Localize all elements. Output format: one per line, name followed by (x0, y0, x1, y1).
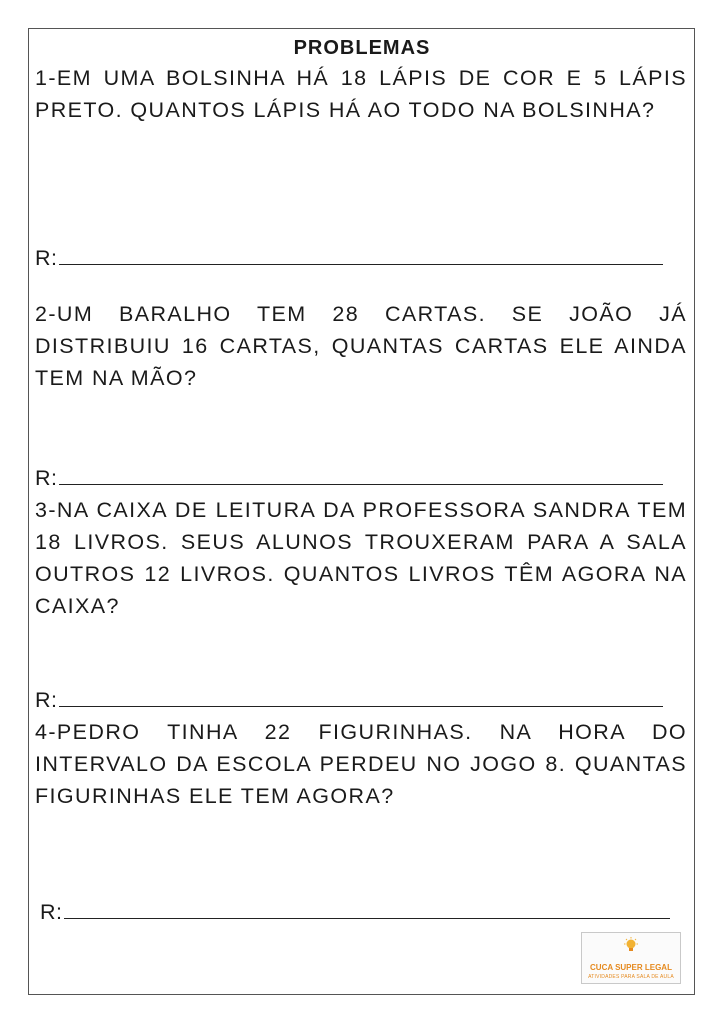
logo-tagline: ATIVIDADES PARA SALA DE AULA (588, 974, 674, 980)
problem-4-text: 4-PEDRO TINHA 22 FIGURINHAS. NA HORA DO INTERVALO DA ESCOLA PERDEU NO JOGO 8. QUANTAS FIGURINHAS ELE TEM AGORA? (35, 720, 687, 808)
lightbulb-icon (623, 937, 639, 953)
answer-line-2 (35, 466, 663, 491)
logo-name: CUCA SUPER LEGAL (590, 963, 672, 972)
answer-blank (59, 705, 663, 707)
problem-2-text: 2-UM BARALHO TEM 28 CARTAS. SE JOÃO JÁ DISTRIBUIU 16 CARTAS, QUANTAS CARTAS ELE AINDA TEM NA MÃO? (35, 302, 687, 390)
answer-label: R: (35, 688, 58, 712)
answer-line-1 (35, 246, 663, 271)
brand-logo (581, 932, 681, 984)
page-title: PROBLEMAS (293, 37, 431, 59)
answer-label: R: (35, 466, 58, 490)
problem-3-text: 3-NA CAIXA DE LEITURA DA PROFESSORA SANDRA TEM 18 LIVROS. SEUS ALUNOS TROUXERAM PARA A SALA OUTROS 12 LIVROS. QUANTOS LIVROS TÊM AGORA NA CAIXA? (35, 498, 687, 618)
answer-blank (64, 917, 670, 919)
answer-blank (59, 263, 663, 265)
answer-line-3 (35, 688, 663, 713)
answer-label: R: (35, 246, 58, 270)
answer-blank (59, 483, 663, 485)
answer-label: R: (40, 900, 63, 924)
answer-line-4 (40, 900, 670, 925)
problem-1-text: 1-EM UMA BOLSINHA HÁ 18 LÁPIS DE COR E 5 LÁPIS PRETO. QUANTOS LÁPIS HÁ AO TODO NA BOLSINHA? (35, 66, 687, 122)
